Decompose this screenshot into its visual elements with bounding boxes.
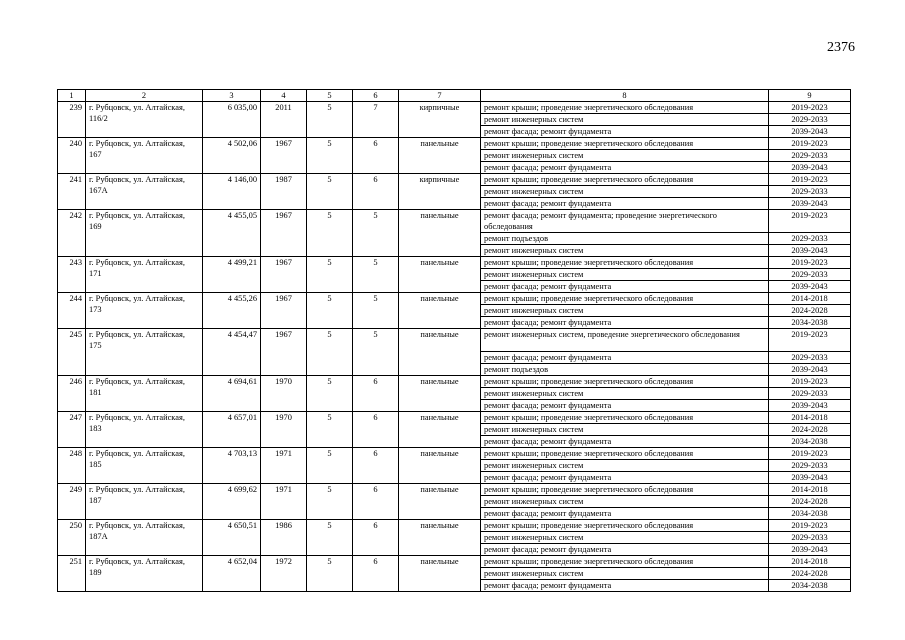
work-type-cell: ремонт инженерных систем — [481, 186, 769, 198]
year-cell: 1970 — [261, 412, 307, 448]
col5-cell: 5 — [307, 210, 353, 257]
work-type-cell: ремонт инженерных систем — [481, 305, 769, 317]
work-period-cell: 2029-2033 — [769, 233, 851, 245]
work-type-cell: ремонт крыши; проведение энергетического обследования — [481, 257, 769, 269]
wall-material-cell: панельные — [399, 257, 481, 293]
row-number-cell: 241 — [58, 174, 86, 210]
address-cell: г. Рубцовск, ул. Алтайская, 169 — [86, 210, 203, 257]
col6-cell: 5 — [353, 293, 399, 329]
year-cell: 1970 — [261, 376, 307, 412]
work-period-cell: 2024-2028 — [769, 568, 851, 580]
work-period-cell: 2019-2023 — [769, 102, 851, 114]
wall-material-cell: панельные — [399, 412, 481, 448]
col5-cell: 5 — [307, 257, 353, 293]
col6-cell: 5 — [353, 329, 399, 376]
work-type-cell: ремонт фасада; ремонт фундамента — [481, 580, 769, 592]
wall-material-cell: панельные — [399, 484, 481, 520]
wall-material-cell: панельные — [399, 329, 481, 376]
address-cell: г. Рубцовск, ул. Алтайская, 171 — [86, 257, 203, 293]
year-cell: 1971 — [261, 448, 307, 484]
work-period-cell: 2019-2023 — [769, 210, 851, 233]
col6-cell: 6 — [353, 376, 399, 412]
work-period-cell: 2019-2023 — [769, 257, 851, 269]
work-type-cell: ремонт инженерных систем — [481, 150, 769, 162]
col5-cell: 5 — [307, 556, 353, 592]
work-type-cell: ремонт крыши; проведение энергетического обследования — [481, 412, 769, 424]
work-period-cell: 2019-2023 — [769, 329, 851, 352]
work-type-cell: ремонт подъездов — [481, 364, 769, 376]
address-cell: г. Рубцовск, ул. Алтайская, 187А — [86, 520, 203, 556]
work-type-cell: ремонт фасада; ремонт фундамента — [481, 400, 769, 412]
col6-cell: 6 — [353, 520, 399, 556]
work-type-cell: ремонт крыши; проведение энергетического обследования — [481, 484, 769, 496]
address-cell: г. Рубцовск, ул. Алтайская, 187 — [86, 484, 203, 520]
row-number-cell: 248 — [58, 448, 86, 484]
table-row — [58, 520, 851, 532]
work-type-cell: ремонт фасада; ремонт фундамента — [481, 126, 769, 138]
col6-cell: 6 — [353, 412, 399, 448]
row-number-cell: 245 — [58, 329, 86, 376]
column-header: 6 — [353, 90, 399, 102]
wall-material-cell: панельные — [399, 520, 481, 556]
work-period-cell: 2024-2028 — [769, 496, 851, 508]
column-header: 2 — [86, 90, 203, 102]
wall-material-cell: панельные — [399, 448, 481, 484]
column-header: 3 — [203, 90, 261, 102]
area-cell: 4 699,62 — [203, 484, 261, 520]
work-type-cell: ремонт инженерных систем — [481, 269, 769, 281]
col5-cell: 5 — [307, 138, 353, 174]
year-cell: 1967 — [261, 138, 307, 174]
work-period-cell: 2029-2033 — [769, 150, 851, 162]
work-period-cell: 2014-2018 — [769, 293, 851, 305]
table-row — [58, 484, 851, 496]
work-type-cell: ремонт крыши; проведение энергетического обследования — [481, 556, 769, 568]
area-cell: 4 455,26 — [203, 293, 261, 329]
work-type-cell: ремонт инженерных систем — [481, 424, 769, 436]
year-cell: 1986 — [261, 520, 307, 556]
work-period-cell: 2014-2018 — [769, 484, 851, 496]
col5-cell: 5 — [307, 412, 353, 448]
col6-cell: 5 — [353, 257, 399, 293]
col5-cell: 5 — [307, 376, 353, 412]
row-number-cell: 247 — [58, 412, 86, 448]
column-header: 7 — [399, 90, 481, 102]
table-row — [58, 329, 851, 352]
table-row — [58, 174, 851, 186]
table-row — [58, 448, 851, 460]
work-type-cell: ремонт инженерных систем — [481, 496, 769, 508]
work-type-cell: ремонт инженерных систем — [481, 388, 769, 400]
work-period-cell: 2029-2033 — [769, 114, 851, 126]
work-type-cell: ремонт инженерных систем, проведение энергетического обследования — [481, 329, 769, 352]
address-cell: г. Рубцовск, ул. Алтайская, 185 — [86, 448, 203, 484]
address-cell: г. Рубцовск, ул. Алтайская, 173 — [86, 293, 203, 329]
year-cell: 1967 — [261, 257, 307, 293]
area-cell: 4 499,21 — [203, 257, 261, 293]
work-period-cell: 2039-2043 — [769, 281, 851, 293]
work-type-cell: ремонт фасада; ремонт фундамента — [481, 281, 769, 293]
wall-material-cell: кирпичные — [399, 174, 481, 210]
year-cell: 2011 — [261, 102, 307, 138]
table-row — [58, 293, 851, 305]
table-row — [58, 138, 851, 150]
table-row — [58, 412, 851, 424]
column-number-row — [58, 90, 851, 102]
table-row — [58, 210, 851, 233]
area-cell: 4 455,05 — [203, 210, 261, 257]
work-type-cell: ремонт инженерных систем — [481, 460, 769, 472]
work-type-cell: ремонт фасада; ремонт фундамента — [481, 162, 769, 174]
work-period-cell: 2014-2018 — [769, 412, 851, 424]
row-number-cell: 246 — [58, 376, 86, 412]
work-period-cell: 2029-2033 — [769, 269, 851, 281]
col5-cell: 5 — [307, 520, 353, 556]
work-period-cell: 2034-2038 — [769, 508, 851, 520]
work-period-cell: 2039-2043 — [769, 544, 851, 556]
address-cell: г. Рубцовск, ул. Алтайская, 175 — [86, 329, 203, 376]
year-cell: 1987 — [261, 174, 307, 210]
area-cell: 4 703,13 — [203, 448, 261, 484]
work-type-cell: ремонт крыши; проведение энергетического обследования — [481, 174, 769, 186]
year-cell: 1967 — [261, 210, 307, 257]
work-period-cell: 2024-2028 — [769, 305, 851, 317]
column-header: 8 — [481, 90, 769, 102]
page-number: 2376 — [827, 40, 855, 55]
column-header: 4 — [261, 90, 307, 102]
work-type-cell: ремонт крыши; проведение энергетического обследования — [481, 448, 769, 460]
col5-cell: 5 — [307, 293, 353, 329]
address-cell: г. Рубцовск, ул. Алтайская, 183 — [86, 412, 203, 448]
table-row — [58, 257, 851, 269]
work-period-cell: 2019-2023 — [769, 376, 851, 388]
work-type-cell: ремонт инженерных систем — [481, 245, 769, 257]
work-type-cell: ремонт инженерных систем — [481, 114, 769, 126]
work-period-cell: 2014-2018 — [769, 556, 851, 568]
col5-cell: 5 — [307, 484, 353, 520]
col6-cell: 6 — [353, 174, 399, 210]
table-row — [58, 376, 851, 388]
work-period-cell: 2024-2028 — [769, 424, 851, 436]
year-cell: 1971 — [261, 484, 307, 520]
row-number-cell: 239 — [58, 102, 86, 138]
work-period-cell: 2019-2023 — [769, 138, 851, 150]
repair-program-table — [57, 89, 851, 592]
work-type-cell: ремонт инженерных систем — [481, 568, 769, 580]
col6-cell: 6 — [353, 138, 399, 174]
column-header: 1 — [58, 90, 86, 102]
address-cell: г. Рубцовск, ул. Алтайская, 116/2 — [86, 102, 203, 138]
area-cell: 4 694,61 — [203, 376, 261, 412]
work-period-cell: 2034-2038 — [769, 580, 851, 592]
wall-material-cell: кирпичные — [399, 102, 481, 138]
area-cell: 6 035,00 — [203, 102, 261, 138]
table-row — [58, 556, 851, 568]
work-period-cell: 2039-2043 — [769, 126, 851, 138]
work-period-cell: 2039-2043 — [769, 400, 851, 412]
work-period-cell: 2029-2033 — [769, 352, 851, 364]
table-row — [58, 102, 851, 114]
work-period-cell: 2029-2033 — [769, 388, 851, 400]
work-type-cell: ремонт фасада; ремонт фундамента; проведение энергетического обследования — [481, 210, 769, 233]
work-type-cell: ремонт крыши; проведение энергетического обследования — [481, 376, 769, 388]
area-cell: 4 657,01 — [203, 412, 261, 448]
year-cell: 1972 — [261, 556, 307, 592]
row-number-cell: 249 — [58, 484, 86, 520]
area-cell: 4 454,47 — [203, 329, 261, 376]
work-period-cell: 2019-2023 — [769, 448, 851, 460]
work-type-cell: ремонт крыши; проведение энергетического обследования — [481, 520, 769, 532]
work-type-cell: ремонт фасада; ремонт фундамента — [481, 508, 769, 520]
col5-cell: 5 — [307, 102, 353, 138]
work-period-cell: 2029-2033 — [769, 532, 851, 544]
work-period-cell: 2029-2033 — [769, 460, 851, 472]
area-cell: 4 502,06 — [203, 138, 261, 174]
address-cell: г. Рубцовск, ул. Алтайская, 189 — [86, 556, 203, 592]
work-type-cell: ремонт инженерных систем — [481, 532, 769, 544]
area-cell: 4 650,51 — [203, 520, 261, 556]
col6-cell: 6 — [353, 484, 399, 520]
address-cell: г. Рубцовск, ул. Алтайская, 181 — [86, 376, 203, 412]
year-cell: 1967 — [261, 293, 307, 329]
work-type-cell: ремонт фасада; ремонт фундамента — [481, 352, 769, 364]
year-cell: 1967 — [261, 329, 307, 376]
work-period-cell: 2039-2043 — [769, 162, 851, 174]
address-cell: г. Рубцовск, ул. Алтайская, 167 — [86, 138, 203, 174]
col6-cell: 6 — [353, 556, 399, 592]
table-body — [58, 90, 851, 592]
work-type-cell: ремонт подъездов — [481, 233, 769, 245]
work-type-cell: ремонт фасада; ремонт фундамента — [481, 544, 769, 556]
wall-material-cell: панельные — [399, 138, 481, 174]
row-number-cell: 250 — [58, 520, 86, 556]
work-type-cell: ремонт крыши; проведение энергетического обследования — [481, 138, 769, 150]
work-period-cell: 2034-2038 — [769, 317, 851, 329]
row-number-cell: 251 — [58, 556, 86, 592]
work-period-cell: 2039-2043 — [769, 472, 851, 484]
col6-cell: 7 — [353, 102, 399, 138]
work-period-cell: 2019-2023 — [769, 174, 851, 186]
column-header: 5 — [307, 90, 353, 102]
wall-material-cell: панельные — [399, 210, 481, 257]
area-cell: 4 146,00 — [203, 174, 261, 210]
col5-cell: 5 — [307, 448, 353, 484]
work-period-cell: 2039-2043 — [769, 364, 851, 376]
wall-material-cell: панельные — [399, 556, 481, 592]
work-period-cell: 2039-2043 — [769, 198, 851, 210]
row-number-cell: 244 — [58, 293, 86, 329]
col5-cell: 5 — [307, 329, 353, 376]
work-type-cell: ремонт фасада; ремонт фундамента — [481, 472, 769, 484]
work-period-cell: 2034-2038 — [769, 436, 851, 448]
work-type-cell: ремонт крыши; проведение энергетического обследования — [481, 102, 769, 114]
work-period-cell: 2029-2033 — [769, 186, 851, 198]
col6-cell: 6 — [353, 448, 399, 484]
wall-material-cell: панельные — [399, 293, 481, 329]
col6-cell: 5 — [353, 210, 399, 257]
work-period-cell: 2019-2023 — [769, 520, 851, 532]
work-type-cell: ремонт крыши; проведение энергетического обследования — [481, 293, 769, 305]
work-type-cell: ремонт фасада; ремонт фундамента — [481, 317, 769, 329]
area-cell: 4 652,04 — [203, 556, 261, 592]
row-number-cell: 243 — [58, 257, 86, 293]
work-period-cell: 2039-2043 — [769, 245, 851, 257]
work-type-cell: ремонт фасада; ремонт фундамента — [481, 198, 769, 210]
address-cell: г. Рубцовск, ул. Алтайская, 167А — [86, 174, 203, 210]
row-number-cell: 242 — [58, 210, 86, 257]
row-number-cell: 240 — [58, 138, 86, 174]
wall-material-cell: панельные — [399, 376, 481, 412]
column-header: 9 — [769, 90, 851, 102]
col5-cell: 5 — [307, 174, 353, 210]
work-type-cell: ремонт фасада; ремонт фундамента — [481, 436, 769, 448]
